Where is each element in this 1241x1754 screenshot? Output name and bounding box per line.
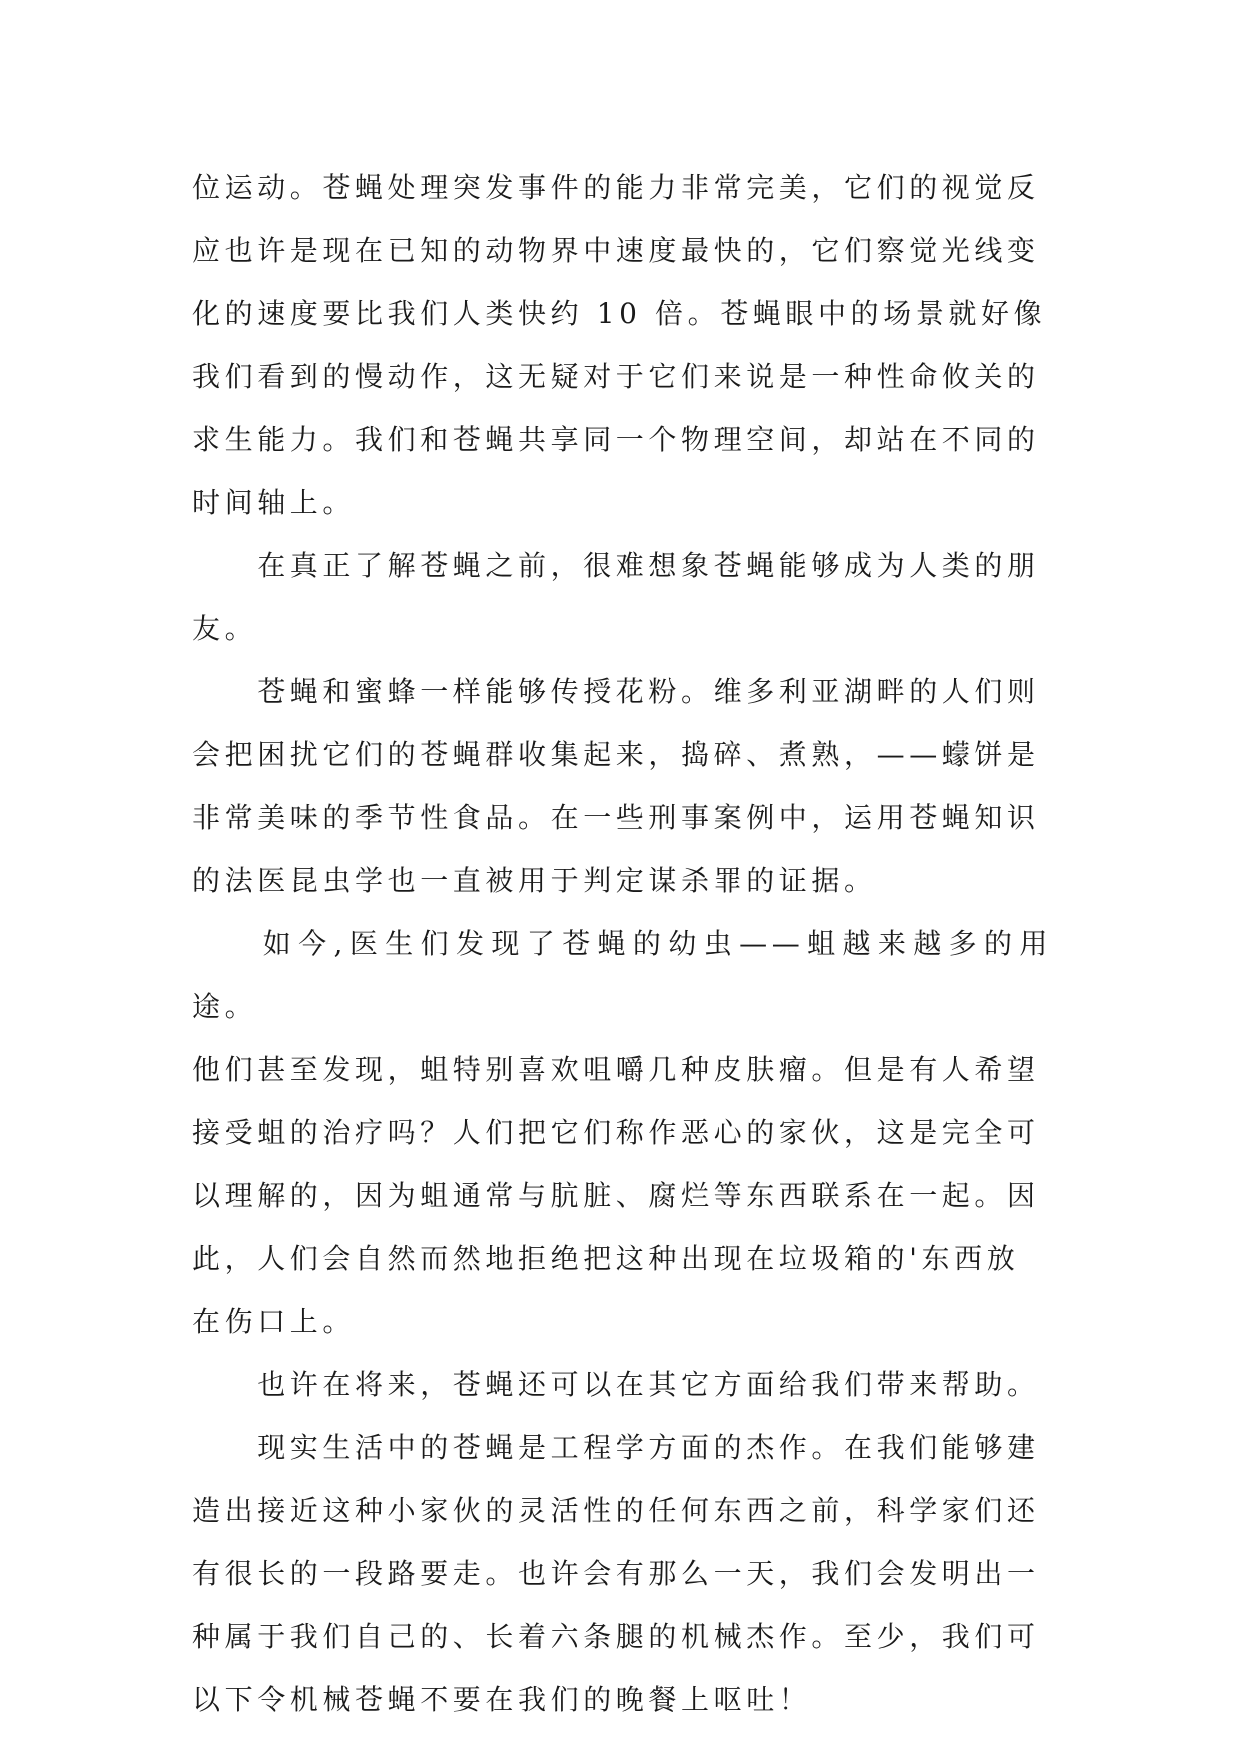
paragraph-maggot-therapy: 如今,医生们发现了苍蝇的幼虫——蛆越来越多的用途。 他们甚至发现，蛆特别喜欢咀嚼几种皮肤瘤。但是有人希望 接受蛆的治疗吗？人们把它们称作恶心的家伙，这是完全可 以理解的，因为蛆通常与肮脏、腐烂等东西联系在一起。因 此，人们会自然而然地拒绝把这种出现在垃圾箱的'东西放 在伤口上。	[192, 927, 1052, 1338]
paragraph-engineering: 现实生活中的苍蝇是工程学方面的杰作。在我们能够建 造出接近这种小家伙的灵活性的任何东西之前，科学家们还 有很长的一段路要走。也许会有那么一天，我们会发明出一 种属于我们自己的、长着六条腿的机械杰作。至少，我们可 以下令机械苍蝇不要在我们的晚餐上呕吐！	[192, 1431, 1040, 1716]
paragraph-future-help: 也许在将来，苍蝇还可以在其它方面给我们带来帮助。	[192, 1368, 1040, 1401]
paragraph-fly-uses: 苍蝇和蜜蜂一样能够传授花粉。维多利亚湖畔的人们则 会把困扰它们的苍蝇群收集起来，捣碎、煮熟，——蠓饼是 非常美味的季节性食品。在一些刑事案例中，运用苍蝇知识 的法医昆虫学也一直被用于判定谋杀罪的证据。	[192, 675, 1040, 897]
document-body	[192, 156, 1052, 1731]
paragraph-fly-friend: 在真正了解苍蝇之前，很难想象苍蝇能够成为人类的朋 友。	[192, 549, 1040, 645]
paragraph-fly-vision: 位运动。苍蝇处理突发事件的能力非常完美，它们的视觉反 应也许是现在已知的动物界中速度最快的，它们察觉光线变 化的速度要比我们人类快约 10 倍。苍蝇眼中的场景就好像 我们看到的慢动作，这无疑对于它们来说是一种性命攸关的 求生能力。我们和苍蝇共享同一个物理空间，却站在不同的 时间轴上。	[192, 171, 1047, 519]
